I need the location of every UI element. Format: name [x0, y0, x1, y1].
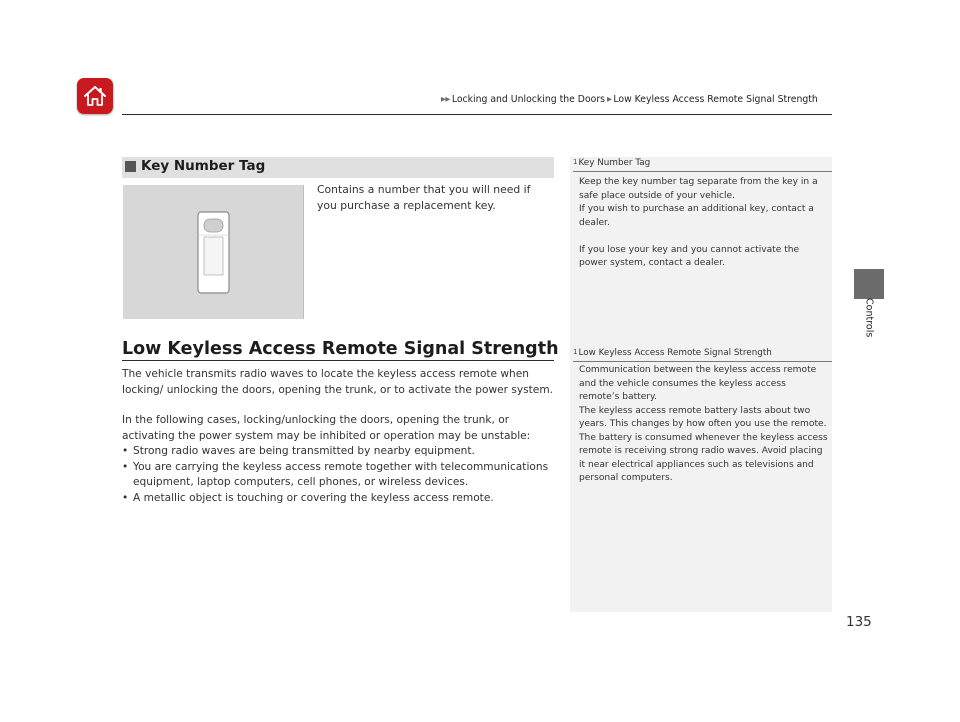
home-icon	[82, 83, 108, 109]
bullet-icon: •	[122, 460, 129, 473]
breadcrumb-arrow-icon: ▶	[607, 95, 612, 103]
bullet-icon: •	[122, 491, 129, 504]
note-title-signal-strength[interactable]: 1Low Keyless Access Remote Signal Strength	[573, 348, 772, 358]
breadcrumb	[441, 94, 841, 105]
chapter-tab-label[interactable]: Controls	[863, 298, 875, 338]
signal-intro-paragraph: The vehicle transmits radio waves to locate the keyless access remote when locking/ unlocking the doors, opening the trunk, or to activate the power system.	[122, 368, 554, 396]
note-divider	[573, 171, 832, 172]
heading-divider	[122, 360, 554, 361]
section-header-key-number-tag	[122, 157, 554, 178]
note-body-signal-strength: Communication between the keyless access remote and the vehicle consumes the keyless access remote’s battery. The keyless access remote battery lasts about two years. This changes by how often you use the remote. The battery is consumed whenever the keyless access remote is receiving strong radio waves. Avoid placing it near electrical appliances such as televisions and personal computers.	[579, 365, 828, 483]
list-item: • Strong radio waves are being transmitted by nearby equipment.	[122, 444, 557, 460]
note-title-key-number-tag[interactable]: 1Key Number Tag	[573, 158, 651, 168]
key-number-tag-illustration	[123, 185, 304, 319]
bullet-icon: •	[122, 445, 129, 457]
page-number: 135	[846, 614, 872, 630]
note-marker-icon: 1	[573, 158, 578, 166]
header-divider	[122, 114, 832, 115]
section-title: Key Number Tag	[141, 158, 266, 174]
breadcrumb-arrow-icon: ▶▶	[441, 95, 450, 103]
list-item: • A metallic object is touching or covering the keyless access remote.	[122, 491, 557, 507]
chapter-tab-marker[interactable]	[854, 269, 884, 299]
cases-intro-text: In the following cases, locking/unlocking the doors, opening the trunk, or activating the power system may be inhibited or operation may be unstable:	[122, 414, 531, 442]
breadcrumb-item-locking[interactable]: Locking and Unlocking the Doors	[451, 94, 605, 105]
note-marker-icon: 1	[573, 348, 578, 356]
note-divider	[573, 361, 832, 362]
section-heading-signal-strength: Low Keyless Access Remote Signal Strength	[122, 339, 559, 359]
signal-cases-paragraph	[122, 413, 557, 506]
note-body-key-number-tag: Keep the key number tag separate from the key in a safe place outside of your vehicle. If you wish to purchase an additional key, contact a dealer. If you lose your key and you cannot activate the power system, contact a dealer.	[579, 177, 818, 268]
key-number-tag-description: Contains a number that you will need if you purchase a replacement key.	[317, 183, 531, 212]
home-button[interactable]	[77, 78, 113, 114]
breadcrumb-item-signal[interactable]: Low Keyless Access Remote Signal Strength	[613, 94, 818, 105]
list-item: • You are carrying the keyless access remote together with telecommunications equipment, laptop computers, cell phones, or wireless devices.	[122, 460, 549, 488]
key-tag-icon	[123, 185, 303, 319]
cases-list	[122, 444, 557, 506]
section-square-icon	[125, 161, 136, 172]
